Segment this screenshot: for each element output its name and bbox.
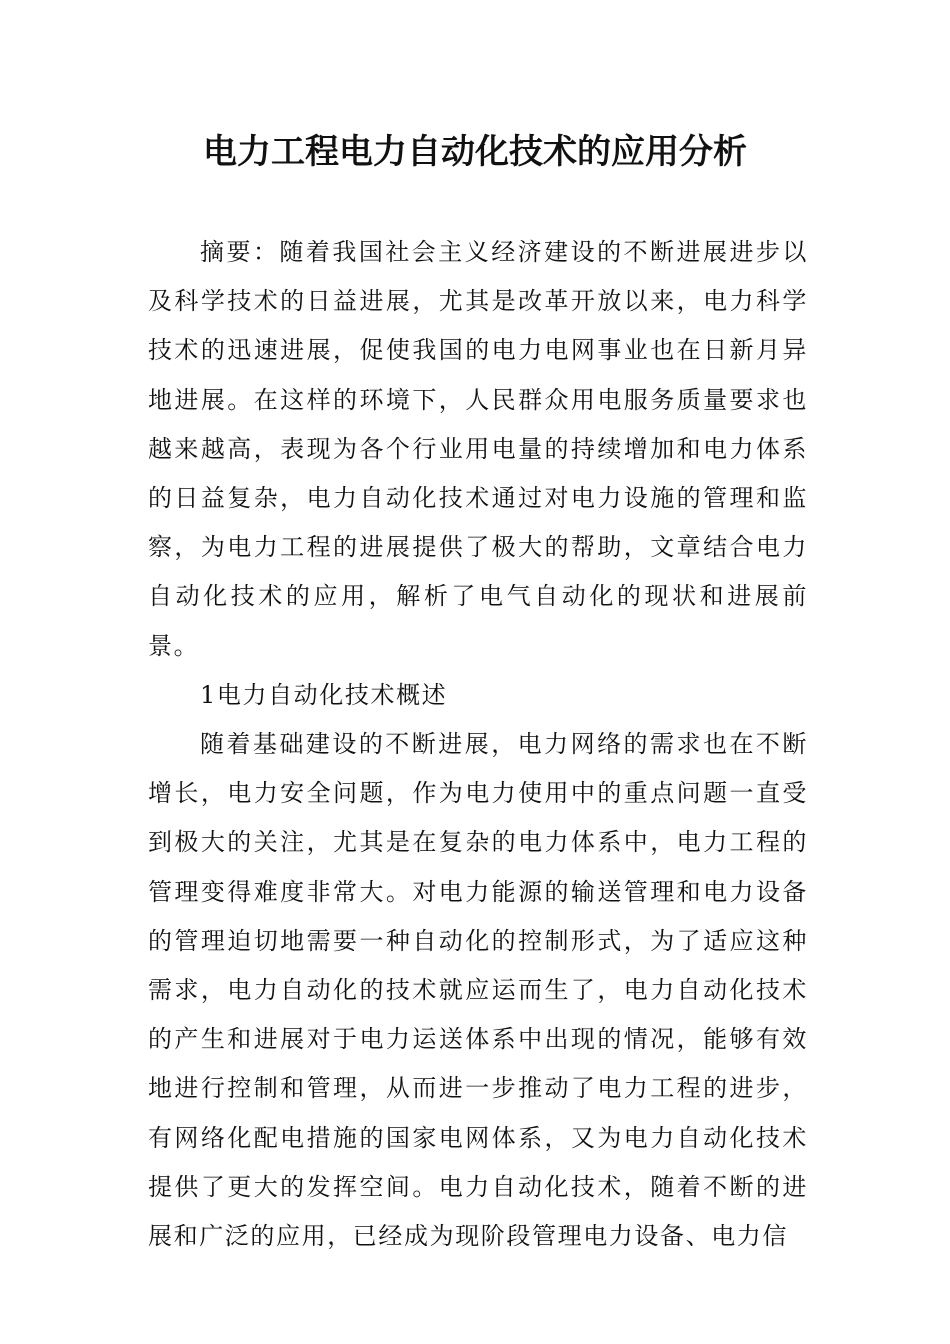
body-paragraph: 随着基础建设的不断进展，电力网络的需求也在不断增长，电力安全问题，作为电力使用中的重点问题一直受到极大的关注，尤其是在复杂的电力体系中，电力工程的管理变得难度非常大。对电力能源的输送管理和电力设备的管理迫切地需要一种自动化的控制形式，为了适应这种需求，电力自动化的技术就应运而生了，电力自动化技术的产生和进展对于电力运送体系中出现的情况，能够有效地进行控制和管理，从而进一步推动了电力工程的进步，有网络化配电措施的国家电网体系，又为电力自动化技术提供了更大的发挥空间。电力自动化技术，随着不断的进展和广泛的应用，已经成为现阶段管理电力设备、电力信 [148,730,808,1251]
section-heading: 1电力自动化技术概述 [200,680,448,709]
document-body [148,228,808,1261]
document-title: 电力工程电力自动化技术的应用分析 [203,132,747,172]
abstract-paragraph: 摘要：随着我国社会主义经济建设的不断进展进步以及科学技术的日益进展，尤其是改革开放以来，电力科学技术的迅速进展，促使我国的电力电网事业也在日新月异地进展。在这样的环境下，人民群众用电服务质量要求也越来越高，表现为各个行业用电量的持续增加和电力体系的日益复杂，电力自动化技术通过对电力设施的管理和监察，为电力工程的进展提供了极大的帮助，文章结合电力自动化技术的应用，解析了电气自动化的现状和进展前景。 [148,238,808,660]
